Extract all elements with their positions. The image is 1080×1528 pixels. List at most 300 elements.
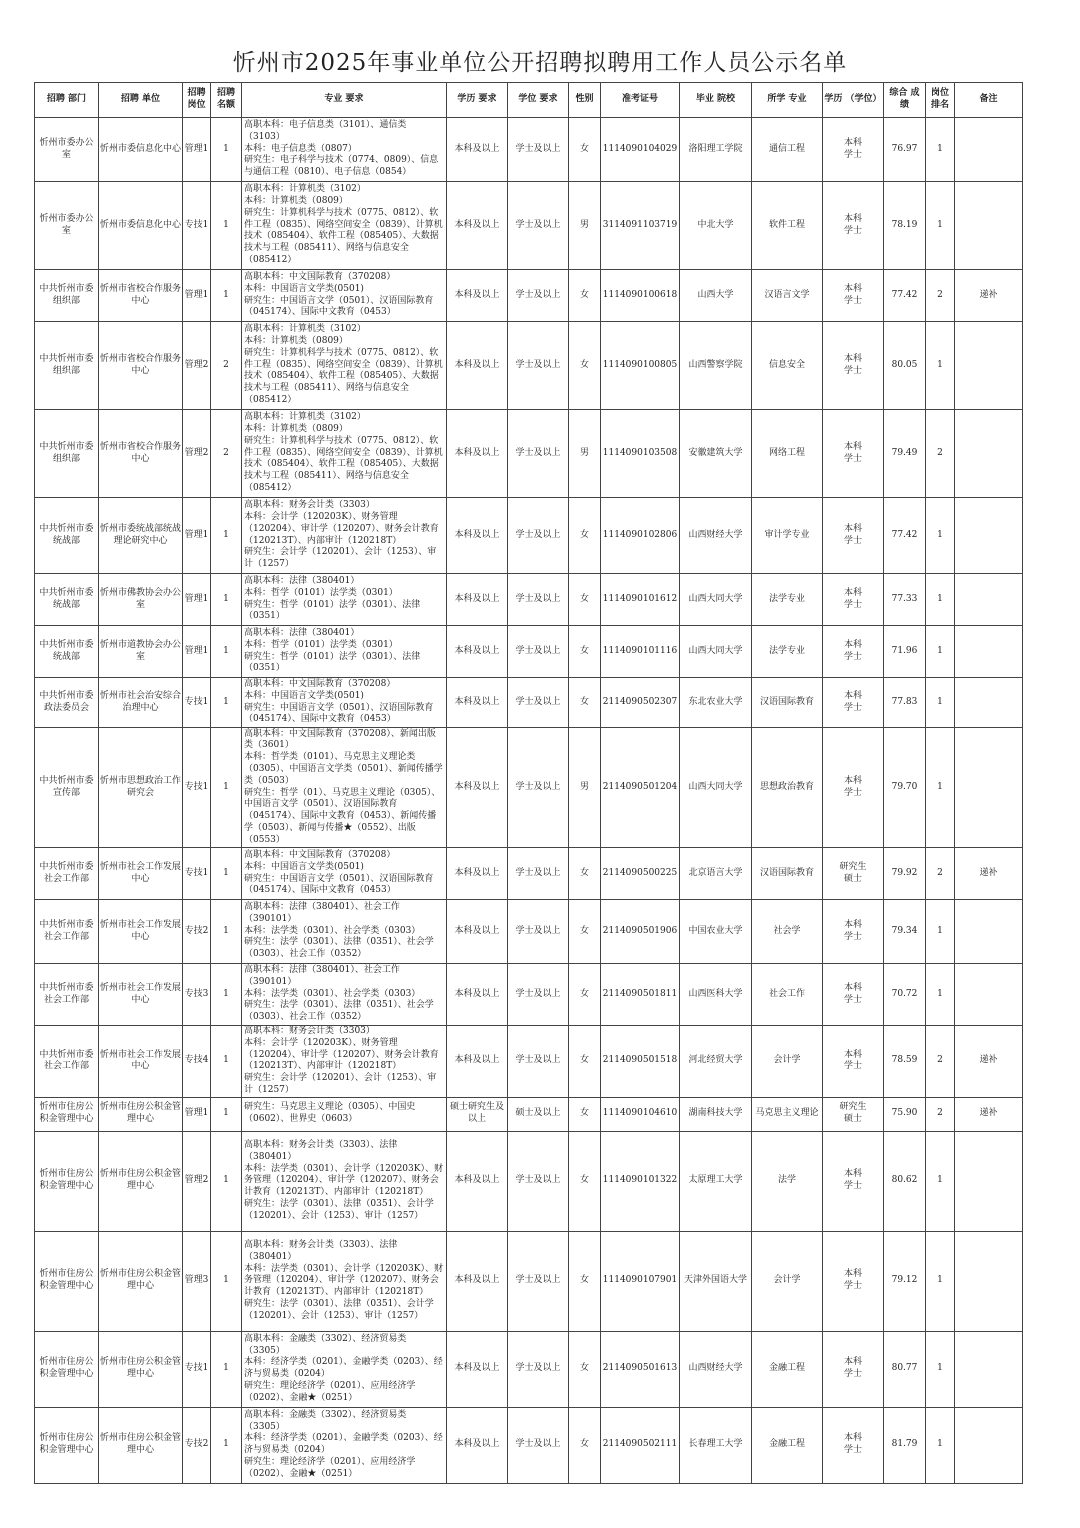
score-cell: 77.33 [884, 574, 926, 626]
exam-number-cell: 2114090501204 [601, 728, 680, 848]
quota-cell: 1 [211, 1097, 242, 1131]
school-cell: 东北农业大学 [680, 678, 752, 728]
education-degree-cell: 本科 学士 [823, 182, 884, 270]
unit-cell: 忻州市住房公积金管理中心 [99, 1131, 183, 1231]
school-cell: 山西财经大学 [680, 498, 752, 574]
major-cell: 汉语言文学 [752, 270, 823, 322]
requirement-cell: 高职本科：法律（380401） 本科：哲学（0101）法学类（0301） 研究生：哲学（0101）法学（0301）、法律（0351） [242, 574, 447, 626]
score-cell: 77.42 [884, 270, 926, 322]
school-cell: 洛阳理工学院 [680, 118, 752, 182]
rank-cell: 1 [926, 728, 955, 848]
exam-number-cell: 2114090502307 [601, 678, 680, 728]
quota-cell: 1 [211, 1231, 242, 1331]
requirement-cell: 高职本科：电子信息类（3101）、通信类（3103） 本科：电子信息类（0807） 研究生：电子科学与技术（0774、0809）、信息与通信工程（0810）、电子信息（0854） [242, 118, 447, 182]
education-degree-cell: 本科 学士 [823, 498, 884, 574]
note-cell [955, 1131, 1023, 1231]
education-cell: 本科及以上 [447, 626, 508, 678]
education-degree-cell: 本科 学士 [823, 1331, 884, 1407]
school-cell: 安徽建筑大学 [680, 410, 752, 498]
requirement-cell: 高职本科：财务会计类（3303）、法律（380401） 本科：法学类（0301）、会计学（120203K）、财务管理（120204）、审计学（120207）、财务会计教育（120213T）、内部审计（120218T） 研究生：法学（0301）、法律（0351）、会计学（120201）、会计（1253）、审计（1257） [242, 1231, 447, 1331]
score-cell: 79.49 [884, 410, 926, 498]
post-cell: 专技1 [183, 1331, 211, 1407]
unit-cell: 忻州市住房公积金管理中心 [99, 1231, 183, 1331]
gender-cell: 女 [569, 964, 601, 1026]
header-quota: 招聘 名额 [211, 83, 242, 118]
exam-number-cell: 1114090104610 [601, 1097, 680, 1131]
score-cell: 79.34 [884, 900, 926, 964]
gender-cell: 男 [569, 410, 601, 498]
dept-cell: 中共忻州市委政法委员会 [35, 678, 99, 728]
education-degree-cell: 本科 学士 [823, 728, 884, 848]
dept-cell: 中共忻州市委社会工作部 [35, 848, 99, 900]
post-cell: 专技3 [183, 964, 211, 1026]
gender-cell: 女 [569, 322, 601, 410]
score-cell: 81.79 [884, 1407, 926, 1483]
exam-number-cell: 1114090100805 [601, 322, 680, 410]
header-rank: 岗位 排名 [926, 83, 955, 118]
unit-cell: 忻州市委统战部统战理论研究中心 [99, 498, 183, 574]
education-cell: 本科及以上 [447, 322, 508, 410]
post-cell: 专技1 [183, 848, 211, 900]
post-cell: 专技4 [183, 1026, 211, 1098]
rank-cell: 2 [926, 410, 955, 498]
header-score: 综合 成绩 [884, 83, 926, 118]
dept-cell: 忻州市委办公室 [35, 182, 99, 270]
score-cell: 80.05 [884, 322, 926, 410]
education-cell: 本科及以上 [447, 498, 508, 574]
post-cell: 专技1 [183, 728, 211, 848]
education-cell: 本科及以上 [447, 728, 508, 848]
gender-cell: 女 [569, 1331, 601, 1407]
score-cell: 70.72 [884, 964, 926, 1026]
gender-cell: 女 [569, 900, 601, 964]
exam-number-cell: 1114090104029 [601, 118, 680, 182]
table-row [35, 270, 1023, 322]
note-cell [955, 574, 1023, 626]
exam-number-cell: 1114090107901 [601, 1231, 680, 1331]
unit-cell: 忻州市社会工作发展中心 [99, 900, 183, 964]
exam-number-cell: 1114090100618 [601, 270, 680, 322]
dept-cell: 中共忻州市委社会工作部 [35, 1026, 99, 1098]
rank-cell: 1 [926, 1407, 955, 1483]
major-cell: 马克思主义理论 [752, 1097, 823, 1131]
note-cell [955, 626, 1023, 678]
dept-cell: 中共忻州市委宣传部 [35, 728, 99, 848]
requirement-cell: 高职本科：计算机类（3102） 本科：计算机类（0809） 研究生：计算机科学与技术（0775、0812）、软件工程（0835）、网络空间安全（0839）、计算机技术（085404）、软件工程（085405）、大数据技术与工程（085411）、网络与信息安全（085412） [242, 322, 447, 410]
table-row [35, 678, 1023, 728]
major-cell: 汉语国际教育 [752, 678, 823, 728]
rank-cell: 1 [926, 118, 955, 182]
education-degree-cell: 本科 学士 [823, 1231, 884, 1331]
rank-cell: 2 [926, 1026, 955, 1098]
score-cell: 78.59 [884, 1026, 926, 1098]
note-cell [955, 728, 1023, 848]
post-cell: 管理1 [183, 574, 211, 626]
exam-number-cell: 2114090501811 [601, 964, 680, 1026]
dept-cell: 中共忻州市委组织部 [35, 270, 99, 322]
education-degree-cell: 本科 学士 [823, 574, 884, 626]
table-row [35, 1331, 1023, 1407]
requirement-cell: 高职本科：金融类（3302）、经济贸易类（3305） 本科：经济学类（0201）、金融学类（0203）、经济与贸易类（0204） 研究生：理论经济学（0201）、应用经济学（0202）、金融★（0251） [242, 1407, 447, 1483]
rank-cell: 1 [926, 1331, 955, 1407]
table-row [35, 900, 1023, 964]
note-cell [955, 900, 1023, 964]
rank-cell: 1 [926, 1231, 955, 1331]
major-cell: 社会工作 [752, 964, 823, 1026]
table-row [35, 1407, 1023, 1483]
requirement-cell: 高职本科：中文国际教育（370208） 本科：中国语言文学类(0501) 研究生：中国语言文学（0501）、汉语国际教育（045174）、国际中文教育（0453） [242, 270, 447, 322]
note-cell [955, 1407, 1023, 1483]
education-degree-cell: 本科 学士 [823, 118, 884, 182]
school-cell: 湖南科技大学 [680, 1097, 752, 1131]
degree-cell: 硕士及以上 [508, 1097, 569, 1131]
gender-cell: 女 [569, 1131, 601, 1231]
table-row [35, 626, 1023, 678]
score-cell: 79.70 [884, 728, 926, 848]
education-degree-cell: 本科 学士 [823, 1131, 884, 1231]
unit-cell: 忻州市社会工作发展中心 [99, 848, 183, 900]
education-degree-cell: 本科 学士 [823, 410, 884, 498]
education-cell: 本科及以上 [447, 1331, 508, 1407]
degree-cell: 学士及以上 [508, 900, 569, 964]
dept-cell: 忻州市住房公积金管理中心 [35, 1131, 99, 1231]
post-cell: 专技1 [183, 182, 211, 270]
major-cell: 法学 [752, 1131, 823, 1231]
education-cell: 本科及以上 [447, 1407, 508, 1483]
quota-cell: 1 [211, 1026, 242, 1098]
requirement-cell: 高职本科：中文国际教育（370208） 本科：中国语言文学类(0501) 研究生：中国语言文学（0501）、汉语国际教育（045174）、国际中文教育（0453） [242, 678, 447, 728]
requirement-cell: 高职本科：财务会计类（3303） 本科：会计学（120203K）、财务管理（120204）、审计学（120207）、财务会计教育（120213T）、内部审计（120218T） 研究生：会计学（120201）、会计（1253）、审计（1257） [242, 498, 447, 574]
education-cell: 本科及以上 [447, 118, 508, 182]
unit-cell: 忻州市佛教协会办公室 [99, 574, 183, 626]
header-note: 备注 [955, 83, 1023, 118]
degree-cell: 学士及以上 [508, 964, 569, 1026]
page-title: 忻州市2025年事业单位公开招聘拟聘用工作人员公示名单 [232, 50, 848, 76]
exam-number-cell: 1114090103508 [601, 410, 680, 498]
dept-cell: 中共忻州市委统战部 [35, 574, 99, 626]
post-cell: 管理1 [183, 626, 211, 678]
header-requirement: 专业 要求 [242, 83, 447, 118]
table-row [35, 322, 1023, 410]
quota-cell: 1 [211, 270, 242, 322]
dept-cell: 中共忻州市委统战部 [35, 498, 99, 574]
roster-table [34, 82, 1023, 1484]
unit-cell: 忻州市住房公积金管理中心 [99, 1331, 183, 1407]
school-cell: 中北大学 [680, 182, 752, 270]
note-cell [955, 410, 1023, 498]
exam-number-cell: 3114091103719 [601, 182, 680, 270]
post-cell: 管理1 [183, 118, 211, 182]
note-cell: 递补 [955, 1097, 1023, 1131]
degree-cell: 学士及以上 [508, 1026, 569, 1098]
education-cell: 本科及以上 [447, 410, 508, 498]
quota-cell: 1 [211, 626, 242, 678]
rank-cell: 1 [926, 964, 955, 1026]
roster-body [35, 118, 1023, 1484]
major-cell: 金融工程 [752, 1331, 823, 1407]
rank-cell: 2 [926, 848, 955, 900]
score-cell: 71.96 [884, 626, 926, 678]
rank-cell: 1 [926, 1131, 955, 1231]
degree-cell: 学士及以上 [508, 270, 569, 322]
note-cell [955, 964, 1023, 1026]
quota-cell: 1 [211, 574, 242, 626]
education-cell: 本科及以上 [447, 678, 508, 728]
note-cell [955, 498, 1023, 574]
table-row [35, 1097, 1023, 1131]
gender-cell: 女 [569, 626, 601, 678]
gender-cell: 女 [569, 848, 601, 900]
dept-cell: 中共忻州市委组织部 [35, 410, 99, 498]
school-cell: 山西大同大学 [680, 626, 752, 678]
education-degree-cell: 本科 学士 [823, 1026, 884, 1098]
quota-cell: 1 [211, 1407, 242, 1483]
post-cell: 管理1 [183, 498, 211, 574]
gender-cell: 男 [569, 182, 601, 270]
school-cell: 北京语言大学 [680, 848, 752, 900]
post-cell: 管理2 [183, 1131, 211, 1231]
unit-cell: 忻州市省校合作服务中心 [99, 410, 183, 498]
requirement-cell: 高职本科：金融类（3302）、经济贸易类（3305） 本科：经济学类（0201）、金融学类（0203）、经济与贸易类（0204） 研究生：理论经济学（0201）、应用经济学（0202）、金融★（0251） [242, 1331, 447, 1407]
gender-cell: 女 [569, 574, 601, 626]
note-cell: 递补 [955, 848, 1023, 900]
education-degree-cell: 本科 学士 [823, 964, 884, 1026]
header-unit: 招聘 单位 [99, 83, 183, 118]
table-row [35, 1231, 1023, 1331]
exam-number-cell: 2114090501906 [601, 900, 680, 964]
table-row [35, 118, 1023, 182]
unit-cell: 忻州市住房公积金管理中心 [99, 1097, 183, 1131]
quota-cell: 1 [211, 1331, 242, 1407]
school-cell: 河北经贸大学 [680, 1026, 752, 1098]
dept-cell: 忻州市住房公积金管理中心 [35, 1331, 99, 1407]
unit-cell: 忻州市委信息化中心 [99, 182, 183, 270]
gender-cell: 女 [569, 270, 601, 322]
dept-cell: 中共忻州市委组织部 [35, 322, 99, 410]
score-cell: 77.42 [884, 498, 926, 574]
dept-cell: 忻州市住房公积金管理中心 [35, 1407, 99, 1483]
header-exam-number: 准考证号 [601, 83, 680, 118]
major-cell: 会计学 [752, 1026, 823, 1098]
requirement-cell: 高职本科：财务会计类（3303）、法律（380401） 本科：法学类（0301）、会计学（120203K）、财务管理（120204）、审计学（120207）、财务会计教育（120213T）、内部审计（120218T） 研究生：法学（0301）、法律（0351）、会计学（120201）、会计（1253）、审计（1257） [242, 1131, 447, 1231]
exam-number-cell: 2114090501613 [601, 1331, 680, 1407]
education-degree-cell: 本科 学士 [823, 626, 884, 678]
unit-cell: 忻州市社会工作发展中心 [99, 964, 183, 1026]
score-cell: 76.97 [884, 118, 926, 182]
degree-cell: 学士及以上 [508, 848, 569, 900]
quota-cell: 1 [211, 964, 242, 1026]
requirement-cell: 高职本科：计算机类（3102） 本科：计算机类（0809） 研究生：计算机科学与技术（0775、0812）、软件工程（0835）、网络空间安全（0839）、计算机技术（085404）、软件工程（085405）、大数据技术与工程（085411）、网络与信息安全（085412） [242, 182, 447, 270]
quota-cell: 1 [211, 182, 242, 270]
degree-cell: 学士及以上 [508, 118, 569, 182]
school-cell: 长春理工大学 [680, 1407, 752, 1483]
education-cell: 本科及以上 [447, 900, 508, 964]
education-cell: 本科及以上 [447, 1231, 508, 1331]
score-cell: 80.62 [884, 1131, 926, 1231]
header-dept: 招聘 部门 [35, 83, 99, 118]
requirement-cell: 高职本科：法律（380401）、社会工作（390101） 本科：法学类（0301）、社会学类（0303） 研究生：法学（0301）、法律（0351）、社会学（0303）、社会工作（0352） [242, 900, 447, 964]
exam-number-cell: 1114090101116 [601, 626, 680, 678]
post-cell: 管理2 [183, 410, 211, 498]
note-cell [955, 1231, 1023, 1331]
requirement-cell: 高职本科：中文国际教育（370208）、新闻出版类（3601） 本科：哲学类（0101）、马克思主义理论类（0305）、中国语言文学类（0501）、新闻传播学类（0503） 研究生：哲学（01）、马克思主义理论（0305）、中国语言文学（0501）、汉语国际教育（045174）、国际中文教育（0453）、新闻传播学（0503）、新闻与传播★（0552）、出版（0553） [242, 728, 447, 848]
rank-cell: 1 [926, 182, 955, 270]
exam-number-cell: 2114090501518 [601, 1026, 680, 1098]
degree-cell: 学士及以上 [508, 410, 569, 498]
major-cell: 审计学专业 [752, 498, 823, 574]
requirement-cell: 高职本科：计算机类（3102） 本科：计算机类（0809） 研究生：计算机科学与技术（0775、0812）、软件工程（0835）、网络空间安全（0839）、计算机技术（085404）、软件工程（085405）、大数据技术与工程（085411）、网络与信息安全（085412） [242, 410, 447, 498]
rank-cell: 1 [926, 900, 955, 964]
exam-number-cell: 1114090101322 [601, 1131, 680, 1231]
header-school: 毕业 院校 [680, 83, 752, 118]
table-row [35, 574, 1023, 626]
rank-cell: 1 [926, 626, 955, 678]
exam-number-cell: 1114090101612 [601, 574, 680, 626]
exam-number-cell: 2114090502111 [601, 1407, 680, 1483]
header-education-degree: 学历 （学位） [823, 83, 884, 118]
degree-cell: 学士及以上 [508, 574, 569, 626]
school-cell: 山西大同大学 [680, 728, 752, 848]
table-row [35, 1131, 1023, 1231]
degree-cell: 学士及以上 [508, 728, 569, 848]
note-cell [955, 118, 1023, 182]
degree-cell: 学士及以上 [508, 1331, 569, 1407]
table-row [35, 848, 1023, 900]
score-cell: 78.19 [884, 182, 926, 270]
unit-cell: 忻州市思想政治工作研究会 [99, 728, 183, 848]
quota-cell: 2 [211, 410, 242, 498]
gender-cell: 女 [569, 1097, 601, 1131]
school-cell: 山西警察学院 [680, 322, 752, 410]
requirement-cell: 高职本科：法律（380401）、社会工作（390101） 本科：法学类（0301）、社会学类（0303） 研究生：法学（0301）、法律（0351）、社会学（0303）、社会工作（0352） [242, 964, 447, 1026]
major-cell: 信息安全 [752, 322, 823, 410]
quota-cell: 1 [211, 498, 242, 574]
dept-cell: 中共忻州市委社会工作部 [35, 900, 99, 964]
dept-cell: 忻州市住房公积金管理中心 [35, 1097, 99, 1131]
major-cell: 汉语国际教育 [752, 848, 823, 900]
quota-cell: 1 [211, 728, 242, 848]
school-cell: 天津外国语大学 [680, 1231, 752, 1331]
post-cell: 管理1 [183, 270, 211, 322]
quota-cell: 1 [211, 118, 242, 182]
school-cell: 山西大学 [680, 270, 752, 322]
gender-cell: 女 [569, 1407, 601, 1483]
score-cell: 75.90 [884, 1097, 926, 1131]
unit-cell: 忻州市委信息化中心 [99, 118, 183, 182]
education-degree-cell: 研究生 硕士 [823, 848, 884, 900]
school-cell: 山西财经大学 [680, 1331, 752, 1407]
post-cell: 管理3 [183, 1231, 211, 1331]
degree-cell: 学士及以上 [508, 1407, 569, 1483]
education-degree-cell: 本科 学士 [823, 678, 884, 728]
education-cell: 本科及以上 [447, 1026, 508, 1098]
exam-number-cell: 2114090500225 [601, 848, 680, 900]
school-cell: 中国农业大学 [680, 900, 752, 964]
major-cell: 会计学 [752, 1231, 823, 1331]
degree-cell: 学士及以上 [508, 1231, 569, 1331]
education-cell: 本科及以上 [447, 574, 508, 626]
major-cell: 法学专业 [752, 626, 823, 678]
unit-cell: 忻州市省校合作服务中心 [99, 322, 183, 410]
education-cell: 本科及以上 [447, 270, 508, 322]
exam-number-cell: 1114090102806 [601, 498, 680, 574]
post-cell: 专技1 [183, 678, 211, 728]
rank-cell: 2 [926, 1097, 955, 1131]
score-cell: 79.92 [884, 848, 926, 900]
header-education: 学历 要求 [447, 83, 508, 118]
requirement-cell: 研究生：马克思主义理论（0305）、中国史（0602）、世界史（0603） [242, 1097, 447, 1131]
score-cell: 77.83 [884, 678, 926, 728]
quota-cell: 1 [211, 678, 242, 728]
education-degree-cell: 本科 学士 [823, 270, 884, 322]
rank-cell: 1 [926, 678, 955, 728]
table-row [35, 498, 1023, 574]
school-cell: 山西医科大学 [680, 964, 752, 1026]
table-row [35, 410, 1023, 498]
education-cell: 本科及以上 [447, 182, 508, 270]
post-cell: 管理2 [183, 322, 211, 410]
unit-cell: 忻州市社会工作发展中心 [99, 1026, 183, 1098]
degree-cell: 学士及以上 [508, 626, 569, 678]
table-row [35, 1026, 1023, 1098]
rank-cell: 2 [926, 270, 955, 322]
unit-cell: 忻州市道教协会办公室 [99, 626, 183, 678]
post-cell: 管理1 [183, 1097, 211, 1131]
note-cell [955, 182, 1023, 270]
school-cell: 太原理工大学 [680, 1131, 752, 1231]
unit-cell: 忻州市省校合作服务中心 [99, 270, 183, 322]
dept-cell: 中共忻州市委统战部 [35, 626, 99, 678]
note-cell [955, 322, 1023, 410]
table-row [35, 182, 1023, 270]
quota-cell: 1 [211, 900, 242, 964]
major-cell: 软件工程 [752, 182, 823, 270]
gender-cell: 女 [569, 1231, 601, 1331]
degree-cell: 学士及以上 [508, 1131, 569, 1231]
education-cell: 本科及以上 [447, 964, 508, 1026]
header-post: 招聘 岗位 [183, 83, 211, 118]
education-degree-cell: 本科 学士 [823, 900, 884, 964]
major-cell: 网络工程 [752, 410, 823, 498]
education-degree-cell: 本科 学士 [823, 322, 884, 410]
gender-cell: 女 [569, 678, 601, 728]
note-cell: 递补 [955, 1026, 1023, 1098]
score-cell: 79.12 [884, 1231, 926, 1331]
rank-cell: 1 [926, 574, 955, 626]
major-cell: 社会学 [752, 900, 823, 964]
header-row [35, 83, 1023, 118]
quota-cell: 1 [211, 848, 242, 900]
degree-cell: 学士及以上 [508, 498, 569, 574]
unit-cell: 忻州市社会治安综合治理中心 [99, 678, 183, 728]
note-cell [955, 1331, 1023, 1407]
dept-cell: 忻州市委办公室 [35, 118, 99, 182]
header-degree: 学位 要求 [508, 83, 569, 118]
gender-cell: 女 [569, 498, 601, 574]
education-cell: 硕士研究生及以上 [447, 1097, 508, 1131]
note-cell [955, 678, 1023, 728]
quota-cell: 2 [211, 322, 242, 410]
degree-cell: 学士及以上 [508, 182, 569, 270]
dept-cell: 忻州市住房公积金管理中心 [35, 1231, 99, 1331]
dept-cell: 中共忻州市委社会工作部 [35, 964, 99, 1026]
requirement-cell: 高职本科：财务会计类（3303） 本科：会计学（120203K）、财务管理（120204）、审计学（120207）、财务会计教育（120213T）、内部审计（120218T） 研究生：会计学（120201）、会计（1253）、审计（1257） [242, 1026, 447, 1098]
table-row [35, 964, 1023, 1026]
major-cell: 思想政治教育 [752, 728, 823, 848]
education-degree-cell: 本科 学士 [823, 1407, 884, 1483]
gender-cell: 女 [569, 1026, 601, 1098]
degree-cell: 学士及以上 [508, 322, 569, 410]
